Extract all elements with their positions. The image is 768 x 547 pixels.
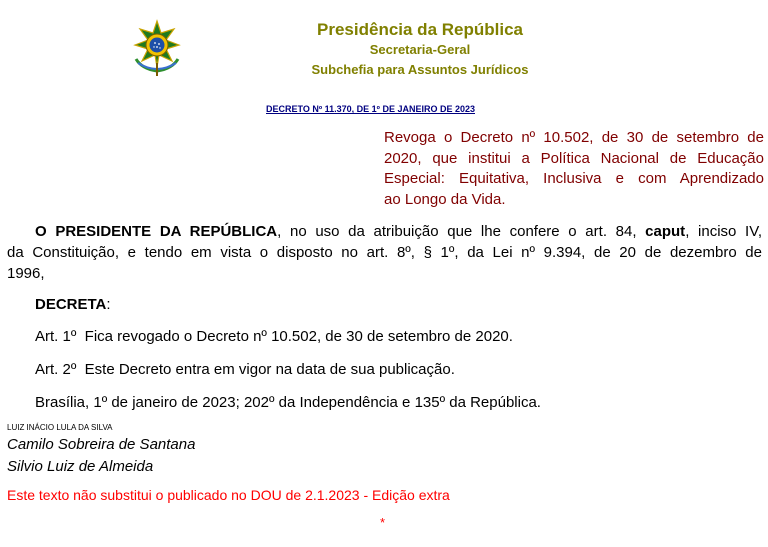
president-signature: LUIZ INÁCIO LULA DA SILVA (7, 423, 113, 432)
preamble (7, 221, 762, 284)
ementa-line: 2020, que institui a Política Nacional de Educação (384, 149, 764, 167)
decreta-colon: : (106, 296, 111, 313)
article-1: Art. 1º Fica revogado o Decreto nº 10.502, de 30 de setembro de 2020. (35, 328, 513, 345)
secretariat-subtitle: Secretaria-Geral (369, 42, 471, 57)
preamble-text: , no uso da atribuição que lhe confere o art. 84, (277, 223, 646, 240)
signatory-2: Silvio Luiz de Almeida (7, 458, 154, 475)
caput-term: caput (645, 223, 686, 240)
preamble-line-2: da Constituição, e tendo em vista o disposto no art. 8º, § 1º, da Lei nº 9.394, de 20 de dezembro de (7, 244, 762, 261)
dou-notice: Este texto não substitui o publicado no DOU de 2.1.2023 - Edição extra (7, 487, 450, 503)
footer-asterisk: * (380, 515, 386, 530)
preamble-line-1 (7, 221, 762, 242)
article-2: Art. 2º Este Decreto entra em vigor na data de sua publicação. (35, 361, 455, 378)
signatory-1: Camilo Sobreira de Santana (7, 436, 196, 453)
decree-title-link[interactable]: DECRETO Nº 11.370, DE 1º DE JANEIRO DE 2023 (266, 104, 475, 114)
ementa-line: Revoga o Decreto nº 10.502, de 30 de setembro de (384, 129, 764, 146)
preamble-line-3: 1996, (7, 265, 45, 282)
coat-of-arms-icon (130, 19, 184, 77)
decreta-label: DECRETA (35, 296, 107, 313)
page-title: Presidência da República (317, 20, 523, 39)
president-heading: O PRESIDENTE DA REPÚBLICA (35, 223, 278, 240)
ementa-line: ao Longo da Vida. (384, 190, 506, 208)
preamble-text: , inciso IV, (685, 223, 762, 240)
place-date: Brasília, 1º de janeiro de 2023; 202º da Independência e 135º da República. (35, 394, 541, 411)
subchefia-subtitle: Subchefia para Assuntos Jurídicos (311, 62, 529, 77)
ementa-line: Especial: Equitativa, Inclusiva e com Aprendizado (384, 170, 764, 187)
ementa (384, 128, 764, 210)
decreta-heading (35, 296, 111, 313)
